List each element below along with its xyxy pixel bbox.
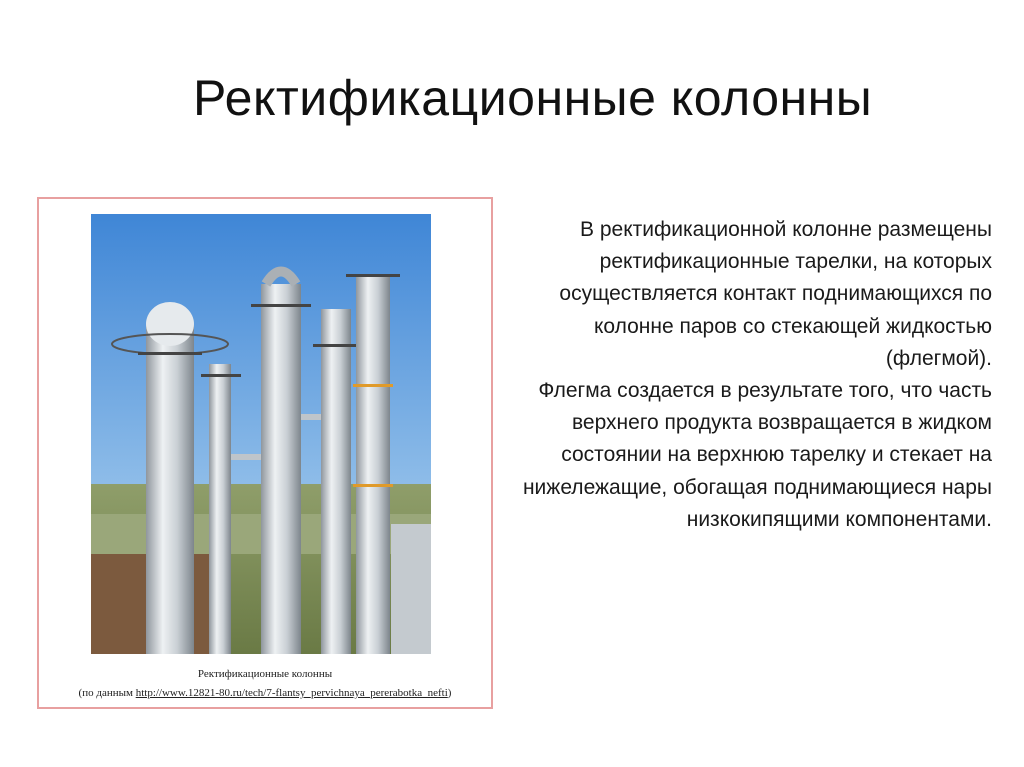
body-paragraph-1: В ректификационной колонне размещены ректификационные тарелки, на которых осуществляется контакт поднимающихся по колонне паров со стекающей жидкостью (флегмой). (559, 218, 992, 370)
figure-caption-title: Ректификационные колонны (197, 668, 333, 680)
distillation-columns-photo (91, 214, 431, 654)
figure-caption-source (39, 687, 491, 699)
body-paragraph-2: Флегма создается в результате того, что часть верхнего продукта возвращается в жидком состоянии на верхнюю тарелку и стекает на нижележащие, обогащая поднимающиеся нары низкокипящими компонентами. (522, 379, 992, 531)
figure-frame (37, 197, 493, 709)
caption-source-link[interactable]: http://www.12821-80.ru/tech/7-flantsy_pervichnaya_pererabotka_nefti (135, 687, 448, 699)
caption-suffix: ) (447, 687, 452, 699)
body-text (522, 214, 992, 536)
caption-prefix: (по данным (78, 687, 136, 699)
slide-title: Ректификационные колонны (193, 70, 873, 126)
